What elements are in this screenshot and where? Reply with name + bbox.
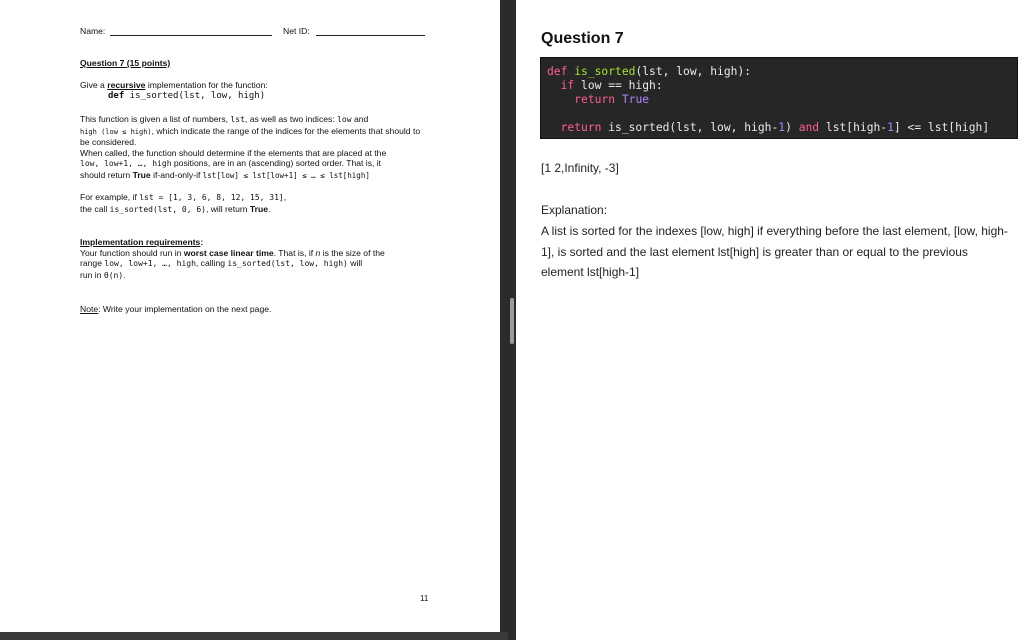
- note-line: Note: Write your implementation on the next page.: [80, 304, 272, 314]
- netid-line: [316, 35, 425, 36]
- prompt-text: Give a recursive implementation for the function:: [80, 80, 268, 90]
- code-block[interactable]: def is_sorted(lst, low, high): if low == high: return True return is_sorted(lst, low, high-1) and lst[high-1] <= lst[high]: [540, 57, 1018, 139]
- question-title: Question 7 (15 points): [80, 58, 171, 68]
- example-paragraph: For example, if lst = [1, 3, 6, 8, 12, 15, 31], the call is_sorted(lst, 0, 6), will return True.: [80, 192, 287, 214]
- implementation-requirements: Implementation requirements: Your function should run in worst case linear time. That is, if n is the size of the range low, low+1, …, high, calling is_sorted(lst, low, high) will run in θ(n).: [80, 237, 385, 280]
- name-netid-row: [80, 26, 425, 38]
- answer-output: [1 2,Infinity, -3]: [541, 161, 619, 175]
- netid-label: Net ID:: [283, 26, 310, 36]
- name-label: Name:: [80, 26, 106, 36]
- explanation-text: A list is sorted for the indexes [low, high] if everything before the last element, [low, high-1], is sorted and the last element lst[high] is greater than or equal to the previous element lst[high-1]: [541, 224, 1008, 279]
- name-line: [110, 35, 272, 36]
- resize-handle[interactable]: [510, 298, 514, 344]
- explanation-heading: Explanation:: [541, 203, 608, 217]
- function-signature: def is_sorted(lst, low, high): [108, 91, 266, 101]
- answer-pane: [516, 0, 1024, 640]
- page-number: 11: [420, 594, 429, 603]
- document-page: [0, 0, 500, 632]
- description-paragraph: This function is given a list of numbers, lst, as well as two indices: low and high (low ≤ high), which indicate the range of the indices for the elements that should to be considered. When called, the function should determine if the elements that are placed at the low, low+1, …, high positions, are in an (ascending) sorted order. That is, it should return True if-and-only-if lst[low] ≤ lst[low+1] ≤ … ≤ lst[high]: [80, 114, 421, 180]
- answer-title: Question 7: [541, 30, 624, 47]
- page-bottom-margin: [0, 632, 508, 640]
- recursive-word: recursive: [107, 80, 146, 90]
